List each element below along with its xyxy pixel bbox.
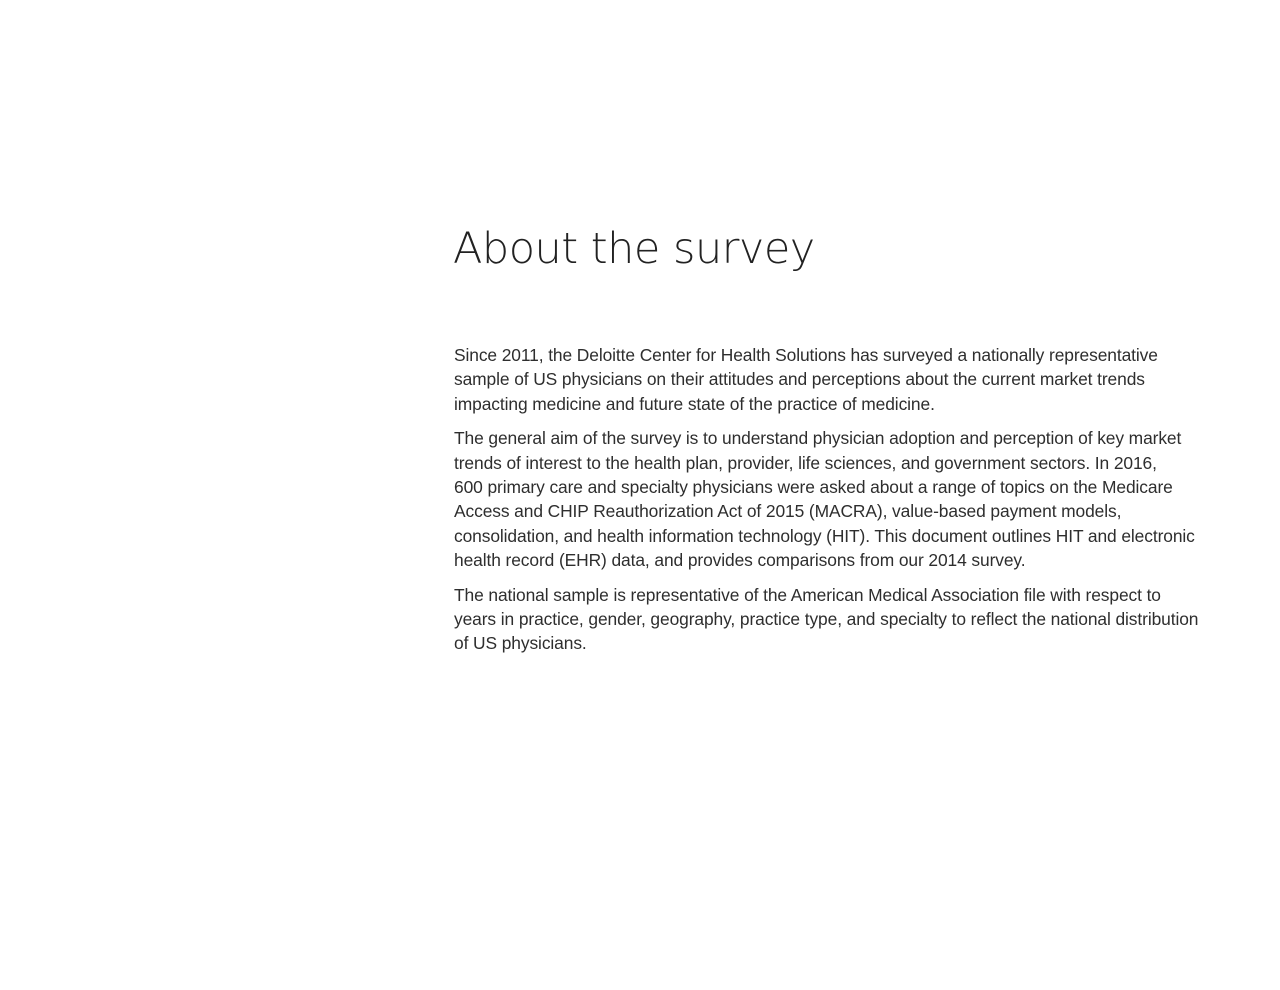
body-text [454,343,1244,666]
paragraph-aim: The general aim of the survey is to understand physician adoption and perception of key market trends of interest to the health plan, provider, life sciences, and government sectors. In 2016, 600 primary care and specialty physicians were asked about a range of topics on the Medicare Access and CHIP Reauthorization Act of 2015 (MACRA), value-based payment models, consolidation, and health information technology (HIT). This document outlines HIT and electronic health record (EHR) data, and provides comparisons from our 2014 survey. [454,428,1195,571]
paragraph-intro: Since 2011, the Deloitte Center for Health Solutions has surveyed a nationally representative sample of US physicians on their attitudes and perceptions about the current market trends impacting medicine and future state of the practice of medicine. [454,345,1158,414]
paragraph-sample: The national sample is representative of the American Medical Association file with respect to years in practice, gender, geography, practice type, and specialty to reflect the national distribution of US physicians. [454,584,1199,654]
page-title: About the survey [453,224,815,274]
